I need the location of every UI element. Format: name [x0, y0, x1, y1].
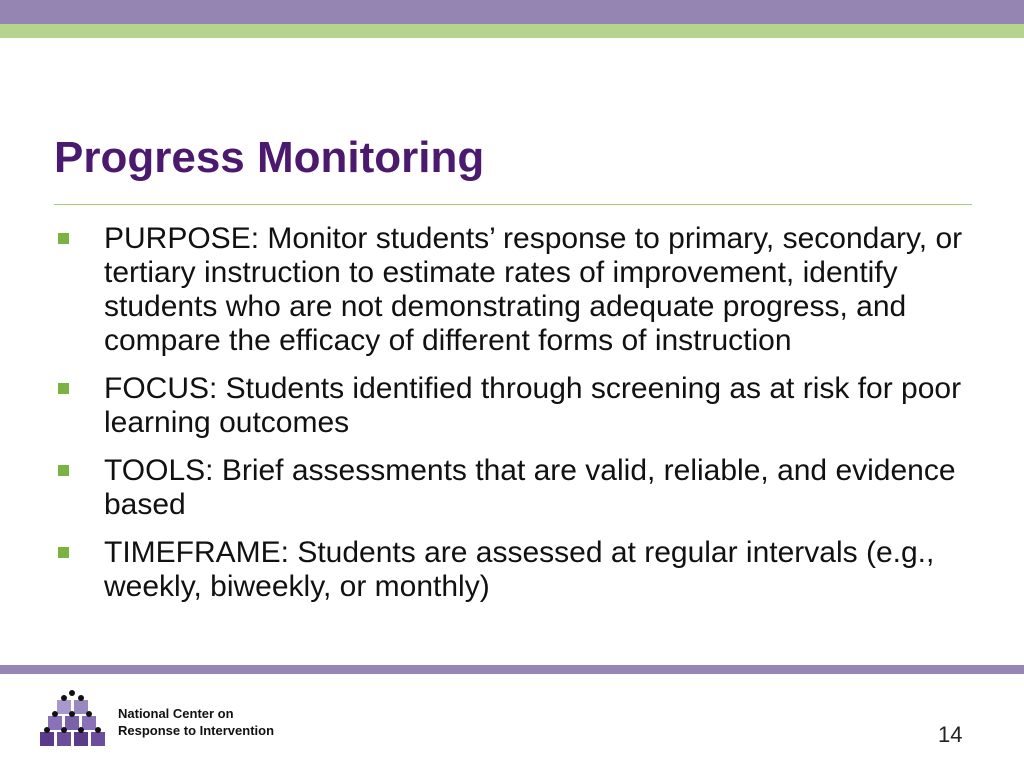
top-purple-band	[0, 0, 1024, 24]
organization-name	[118, 705, 274, 739]
square-bullet-icon	[58, 547, 69, 558]
page-number: 14	[938, 722, 963, 747]
square-bullet-icon	[58, 465, 69, 476]
bullet-item-tools	[56, 454, 968, 522]
top-green-band	[0, 24, 1024, 38]
title-divider	[54, 204, 972, 205]
bullet-text: FOCUS: Students identified through screening as at risk for poor learning outcomes	[104, 372, 962, 439]
bullet-text: TOOLS: Brief assessments that are valid, reliable, and evidence based	[104, 454, 956, 521]
bullet-item-purpose	[56, 222, 968, 358]
org-name-line-2: Response to Intervention	[118, 723, 275, 738]
square-bullet-icon	[58, 233, 69, 244]
bullet-text: TIMEFRAME: Students are assessed at regular intervals (e.g., weekly, biweekly, or monthly)	[104, 536, 935, 603]
bullet-text: PURPOSE: Monitor students’ response to primary, secondary, or tertiary instruction to estimate rates of improvement, identify students who are not demonstrating adequate progress, and compare the efficacy of different forms of instruction	[104, 222, 963, 357]
bullet-list	[56, 222, 968, 618]
bullet-item-focus	[56, 372, 968, 440]
slide-title: Progress Monitoring	[54, 133, 485, 182]
stacked-cubes-logo-icon	[38, 690, 106, 752]
bottom-purple-band	[0, 665, 1024, 674]
bullet-item-timeframe	[56, 536, 968, 604]
org-name-line-1: National Center on	[118, 706, 234, 721]
square-bullet-icon	[58, 383, 69, 394]
